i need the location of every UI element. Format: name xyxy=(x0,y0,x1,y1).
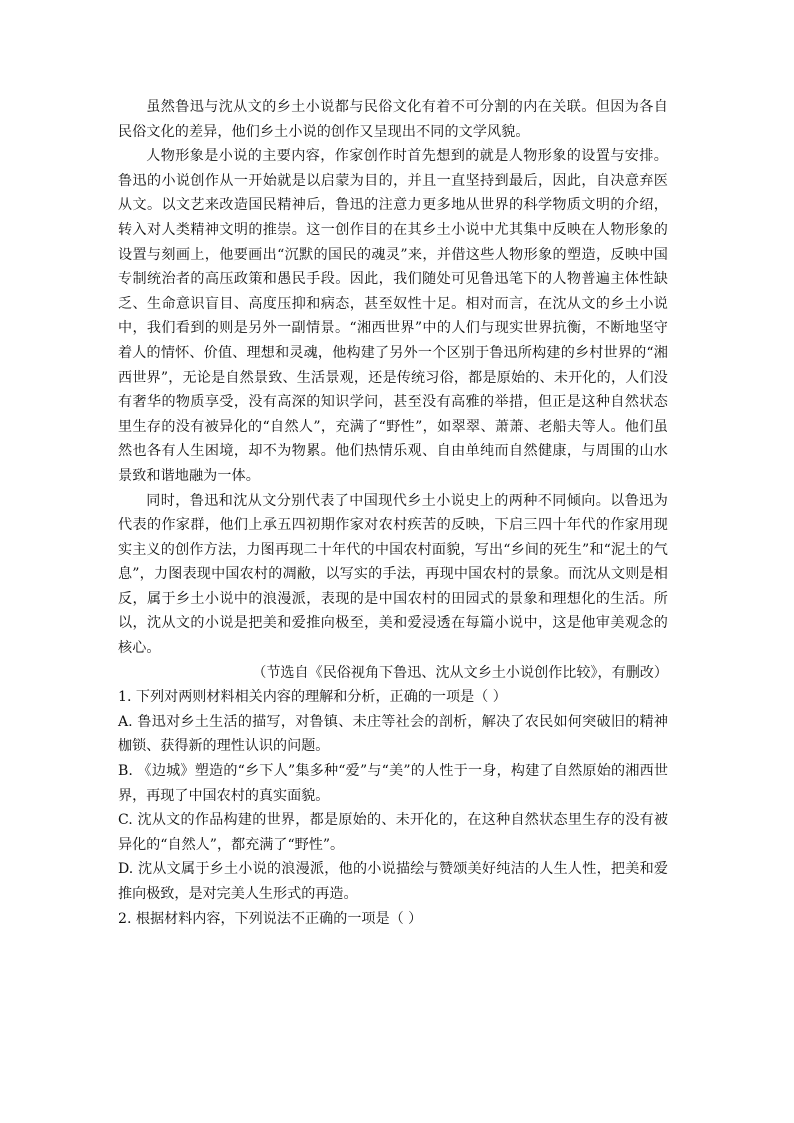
question-1-option-d: D. 沈从文属于乡土小说的浪漫派，他的小说描绘与赞颂美好纯洁的人生人性，把美和爱推向极致，是对完美人生形式的再造。 xyxy=(118,861,668,902)
question-1 xyxy=(118,685,668,906)
article-paragraph-2: 人物形象是小说的主要内容，作家创作时首先想到的就是人物形象的设置与安排。鲁迅的小说创作从一开始就是以启蒙为目的，并且一直坚持到最后，因此，自决意弃医从文。以文艺来改造国民精神后，鲁迅的注意力更多地从世界的科学物质文明的介绍，转入对人类精神文明的推崇。这一创作目的在其乡土小说中尤其集中反映在人物形象的设置与刻画上，他要画出“沉默的国民的魂灵”来，并借这些人物形象的塑造，反映中国专制统治者的高压政策和愚民手段。因此，我们随处可见鲁迅笔下的人物普遍主体性缺乏、生命意识盲目、高度压抑和病态，甚至奴性十足。相对而言，在沈从文的乡土小说中，我们看到的则是另外一副情景。“湘西世界”中的人们与现实世界抗衡，不断地坚守着人的情怀、价值、理想和灵魂，他构建了另外一个区别于鲁迅所构建的乡村世界的“湘西世界”，无论是自然景致、生活景观，还是传统习俗，都是原始的、未开化的，人们没有奢华的物质享受，没有高深的知识学问，甚至没有高雅的举措，但正是这种自然状态里生存的没有被异化的“自然人”，充满了“野性”，如翠翠、萧萧、老船夫等人。他们虽然也各有人生困境，却不为物累。他们热情乐观、自由单纯而自然健康，与周围的山水景致和谐地融为一体。 xyxy=(118,148,668,484)
question-1-stem: 1. 下列对两则材料相关内容的理解和分析，正确的一项是（ ） xyxy=(118,689,507,706)
question-2 xyxy=(118,907,668,932)
article-source: （节选自《民俗视角下鲁迅、沈从文乡土小说创作比较》，有删改） xyxy=(252,664,668,681)
article-paragraph-1: 虽然鲁迅与沈从文的乡土小说都与民俗文化有着不可分割的内在关联。但因为各自民俗文化的差异，他们乡土小说的创作又呈现出不同的文学风貌。 xyxy=(118,99,668,140)
document-page xyxy=(118,95,668,931)
article-paragraph-3: 同时，鲁迅和沈从文分别代表了中国现代乡土小说史上的两种不同倾向。以鲁迅为代表的作家群，他们上承五四初期作家对农村疾苦的反映，下启三四十年代的作家用现实主义的创作方法，力图再现二十年代的中国农村面貌，写出“乡间的死生”和“泥土的气息”，力图表现中国农村的凋敝，以写实的手法，再现中国农村的景象。而沈从文则是相反，属于乡土小说中的浪漫派，表现的是中国农村的田园式的景象和理想化的生活。所以，沈从文的小说是把美和爱推向极至，美和爱浸透在每篇小说中，这是他审美观念的核心。 xyxy=(118,492,668,657)
question-1-option-a: A. 鲁迅对乡土生活的描写，对鲁镇、未庄等社会的剖析，解决了农民如何突破旧的精神枷锁、获得新的理性认识的问题。 xyxy=(118,713,668,755)
question-1-option-b: B. 《边城》塑造的“乡下人”集多种“爱”与“美”的人性于一身，构建了自然原始的湘西世界，再现了中国农村的真实面貌。 xyxy=(118,763,668,804)
question-2-stem: 2. 根据材料内容，下列说法不正确的一项是（ ） xyxy=(118,910,423,927)
question-1-option-c: C. 沈从文的作品构建的世界，都是原始的、未开化的，在这种自然状态里生存的没有被异化的“自然人”，都充满了“野性”。 xyxy=(118,812,668,853)
